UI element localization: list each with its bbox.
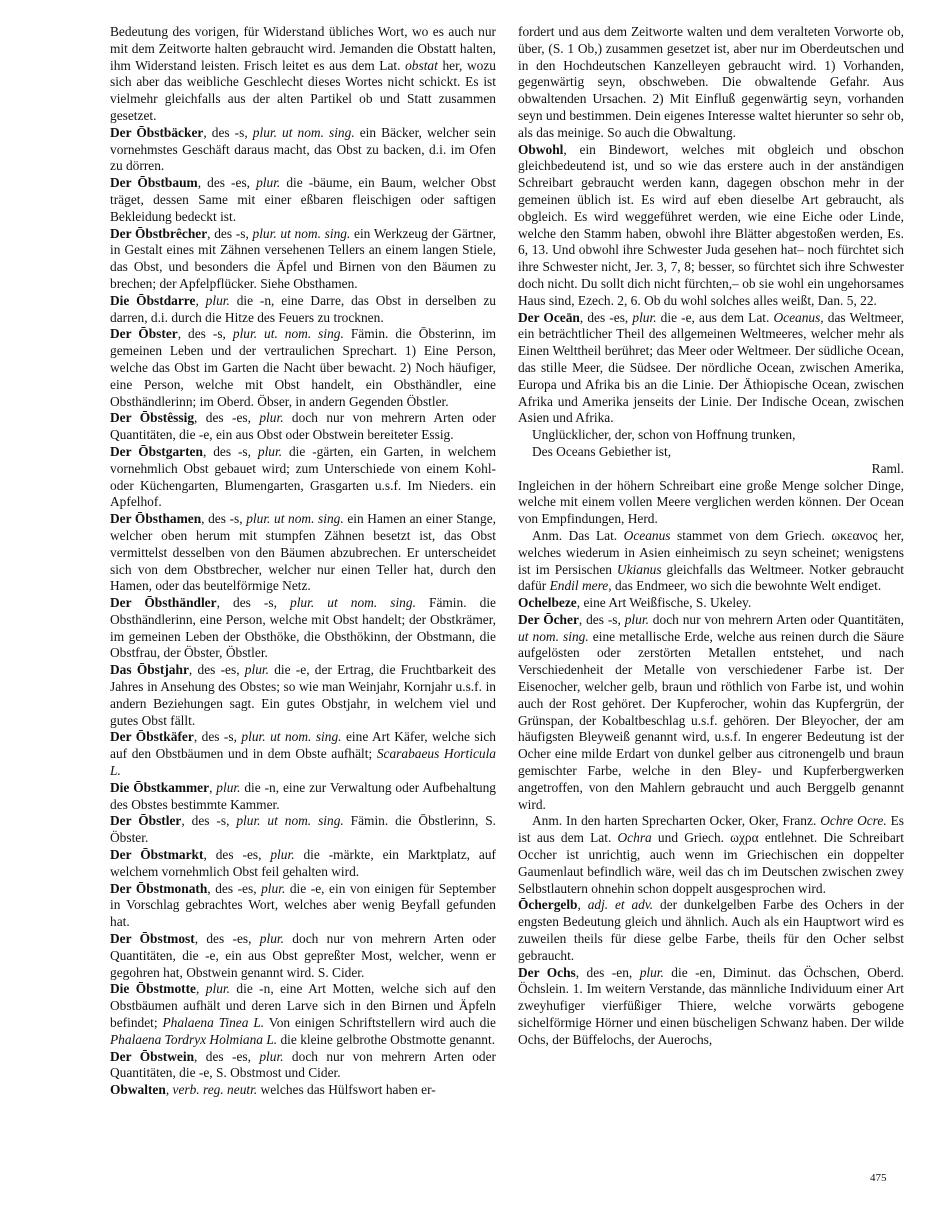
dictionary-entry [110,293,496,327]
dictionary-entry [110,226,496,293]
text-run: die -n, eine Art Motten, welche sich auf den Obstbäumen aufhält und deren Larve sich in den Birnen und Äpfeln befindet; [110,981,496,1031]
dictionary-entry [110,125,496,175]
text-run: eine Art Käfer, welche sich auf den Obstbäumen und in dem Obste aufhält; [110,729,496,762]
dictionary-entry [110,729,496,779]
text-run: die kleine gelbrothe Obstmotte genannt. [277,1031,496,1047]
text-run: die -en, Diminut. das Öchschen, Oberd. Öchslein. 1. Im weitern Verstande, das männliche Individuum einer Art zweyhufiger vierfüßiger Thiere, welche vorwärts gebogene sichelförmige Hörner und einen büscheligen Schwanz haben. Der wilde Ochs, der Büffelochs, der Auerochs, [518,964,905,1047]
italic-text: Ochra [617,830,652,846]
text-run: die -e, der Ertrag, die Fruchtbarkeit des Jahres in Ansehung des Obstes; so wie man Weinjahr, Kornjahr u.s.f. in andern Beziehungen sagt. Ein gutes Obstjahr, in welchem viel und gutes Obst fällt. [110,662,496,728]
text-run: Raml. [871,460,904,476]
dictionary-entry [518,310,904,428]
text-run: her, wozu sich aber das weibliche Geschlecht dieses Wortes nicht schickt. Es ist vielmehr gleichfalls aus der alten Partikel ob und Statt zusammen gesetzet. [110,57,497,123]
headword: Der Ōbstgarten [110,443,203,459]
text-run: die -n, eine Darre, das Obst in derselben zu darren, d.i. durch die Hitze des Feuers zu trocknen. [110,292,496,325]
dictionary-entry [110,662,496,729]
text-run: die -bäume, ein Baum, welcher Obst träget, dessen Same mit einer eßbaren fleischigen oder saftigen Bekleidung bedeckt ist. [110,175,496,224]
italic-text: ut nom. sing. [518,628,589,644]
text-run: , des -es, [194,1048,260,1064]
text-run: , [195,292,206,308]
italic-text: plur. [259,1048,284,1064]
headword: Der Ōbstmarkt [110,847,204,863]
italic-text: Oceanus, [773,309,824,325]
headword: Der Ōbsthamen [110,511,202,527]
headword: Der Ōbstmost [110,931,195,947]
text-run: Des Oceans Gebiether ist, [532,443,672,459]
text-run: Bedeutung des vorigen, für Widerstand übliches Wort, wo es auch nur mit dem Zeitworte halten gebraucht wird. Jemanden die Obstatt halten, ihm Widerstand leisten. Frisch leitet es aus dem Lat. [110,24,496,73]
italic-text: plur. [639,964,664,980]
headword: Der Ochs [518,964,576,980]
text-run: Anm. In den harten Sprecharten Ocker, Oker, Franz. [532,813,821,829]
dictionary-entry [110,981,496,1048]
text-run: die -n, eine zur Verwaltung oder Aufbehaltung des Obstes bestimmte Kammer. [110,779,496,812]
italic-text: adj. et adv. [587,897,654,913]
italic-text: plur. ut nom. sing. [246,511,344,527]
italic-text: plur. [244,662,269,678]
headword: Der Ōbstbäcker [110,124,204,140]
text-run: , [577,897,588,913]
headword: Obwohl [518,141,564,157]
verse-attribution [518,461,904,478]
italic-text: Scarabaeus Horticula L. [110,746,497,779]
italic-text: plur. [261,880,286,896]
text-run: , [165,1082,173,1098]
dictionary-entry [518,142,904,310]
text-run: die -e, aus dem Lat. [656,309,774,325]
italic-text: plur. ut nom. sing. [236,813,344,829]
text-run: , des -es, [207,880,262,896]
headword: Der Ōbstbaum [110,175,198,191]
headword: Die Ōbstmotte [110,981,197,997]
remark-paragraph [518,528,904,595]
left-column [110,24,496,1099]
remark-paragraph [518,813,904,897]
italic-text: plur. [270,847,295,863]
text-run: und Griech. ωχρα entlehnet. Die Schreibart Occher ist unrichtig, auch wenn im Griechischen ein doppelter Gaumenlaut befindlich wäre, weil das ch im Deutschen zwischen zwey Selbstlautern ohnehin schon doppelt ausgesprochen wird. [518,830,904,896]
italic-text: Phalaena Tinea L. [162,1015,265,1031]
verse-line [518,427,904,444]
text-run: ein Hamen an einer Stange, welcher oben herum mit stumpfen Zähnen besetzt ist, das Obst vermittelst desselben von den Bäumen abzubrechen. Er unterscheidet sich von dem Obstbrecher, welcher nur einen Teller hat, durch den Hamen, oder das beutelförmige Netz. [110,511,496,594]
italic-text: plur. ut nom. sing. [290,595,416,611]
italic-text: plur. [205,981,230,997]
dictionary-entry [110,175,496,225]
headword: Der Ōcher [518,611,579,627]
italic-text: plur. [205,292,230,308]
dictionary-entry [110,410,496,444]
italic-text: plur. ut nom. sing. [241,729,342,745]
text-run: , des -s, [181,813,237,829]
dictionary-entry [110,813,496,847]
headword: Die Ōbstdarre [110,292,196,308]
text-run: , des -s, [201,511,247,527]
headword: Der Ōbstbrêcher [110,225,208,241]
dictionary-entry [110,595,496,662]
dictionary-entry [110,780,496,814]
italic-text: plur. [257,443,283,459]
dictionary-entry [110,1049,496,1083]
text-run: Fämin. die Obsthändlerinn, eine Person, welche mit Obst handelt; der Obstkrämer, im gemeinen Leben der Obsthöke, die Obsthökinn, der Obstmann, die Obstfrau, der Öbster, Öbstler. [110,595,496,661]
text-run: , des -s, [203,124,253,140]
dictionary-entry [110,1082,496,1099]
text-run: , des -es, [203,847,271,863]
headword: Die Ōbstkammer [110,779,210,795]
dictionary-entry [110,847,496,881]
text-run: das Endmeer, wo sich die bewohnte Welt endiget. [611,578,882,594]
text-run: , des -es, [194,931,260,947]
text-run: eine metallische Erde, welche aus reinen durch die Säure aufgelösten oder zerstörten Metallen entstehet, und nach Verschiedenheit der Metalle von verschiedener Farbe ist. Der Eisenocher, welcher gelb, braun und röthlich von Farbe ist, und wohin auch der Rost gehöret. Der Kupferocher, wohin das Kupfergrün, der Grünspan, der Kobaltbeschlag u.s.f. gehören. Der Bleyocher, der am häufigsten Bleyweiß genannt wird, u.s.f. In engerer Bedeutung ist der Ocher eine milde Erdart von dunkel gelber aus citronengelb und braun gemischter Farbe, welche in den Bley- und Kupferbergwerken angetroffen, von den Mahlern gebraucht und auch Berggelb genannt wird. [518,628,904,812]
text-run: ein Werkzeug der Gärtner, in Gestalt eines mit Zähnen versehenen Tellers an einem langen Stiele, das Obst, und besonders die Äpfel und Birnen von den Bäumen zu brechen; der Apfelpflücker. Siehe Obsthamen. [110,225,496,291]
text-run: fordert und aus dem Zeitworte walten und dem veralteten Vorworte ob, über, (S. 1 Ob,) zusammen gesetzet ist, aber nur im Oberdeutschen und in den Hochdeutschen Kanzelleyen gebraucht wird. 1) Vorhanden, gegenwärtig seyn, obschweben. Die obwaltende Gefahr. Aus obwaltenden Ursachen. 2) Mit Einfluß gegenwärtig seyn, vorhanden seyn und bestimmen. Dein eigenes Interesse waltet hierunter so sehr ob, als das meinige. So auch die Obwaltung. [518,24,904,140]
text-run: die -märkte, ein Marktplatz, auf welchem vornehmlich Obst feil gehalten wird. [110,847,496,879]
text-run: , ein Bindewort, welches mit obgleich und obschon gleichbedeutend ist, und so wie das erstere auch in der anständigen Schreibart gebraucht werden kann, dagegen obschon mehr in der gemeinen üblich ist. Es wird auf eben dieselbe Art gebraucht, als obgleich. Es wird weggeführet werden, wie eine Eiche oder Linde, welche den Stamm haben, obwohl ihre Blätter abgestoßen werden, Es. 6, 13. Und obwohl ihre Schwester Juda gesehen hat– noch fürchtet sich ihre Schwester nicht, Jer. 3, 7, 8; besser, so fürchtet sich ihre Schwester doch nicht. Du sollt dich nicht fürchten,– ob sie wohl ein ungehorsames Haus sind, Ezech. 2, 6. Ob du wohl solches alles weißt, Dan. 5, 22. [518,141,904,308]
continued-text [518,24,904,142]
italic-text: plur. [632,309,657,325]
text-run: Anm. Das Lat. [532,527,624,543]
text-run: , eine Art Weißfische, S. Ukeley. [576,595,752,611]
headword: Ochelbeze [518,595,577,611]
italic-text: Oceanus [623,527,671,543]
italic-text: verb. reg. neutr. [172,1082,258,1098]
text-run: die -gärten, ein Garten, in welchem vornehmlich Obst gebauet wird; zum Unterschiede von einem Kohl- oder Küchengarten, Blumengarten, Grasgarten u.s.f. Im Nieders. ein Apfelhof. [110,443,496,510]
headword: Das Ōbstjahr [110,662,189,678]
text-run: doch nur von mehrern Arten oder Quantitäten, die -e, ein aus Obst gepreßter Most, welcher, wenn er gegohren hat, Obstwein genannt wird. S. Cider. [110,931,496,980]
text-run: doch nur von mehrern Arten oder Quantitäten, die -e, ein aus Obst oder Obstwein bereiteter Essig. [110,410,496,443]
italic-text: plur. [259,931,284,947]
text-run: , des -es, [188,662,245,678]
text-run: stammet von dem Griech. ωκεανος her, welches wiederum in Asien einheimisch zu seyn scheinet; wenigstens ist im Persischen [518,527,904,577]
italic-text: plur. [624,611,649,627]
continued-text [518,478,904,528]
italic-text: Ochre Ocre. [820,813,887,829]
text-run: doch nur von mehrern Arten oder Quantitäten, die -e, S. Obstmost und Cider. [110,1048,496,1081]
text-run: , des -s, [207,225,253,241]
continued-text [110,24,496,125]
dictionary-entry [110,444,496,511]
text-run: Es ist aus dem Lat. [518,813,904,846]
dictionary-entry [110,511,496,595]
verse-line [518,444,904,461]
headword: Der Ōbstwein [110,1048,195,1064]
text-run: , des -s, [216,595,291,611]
italic-text: Endil mere, [549,578,612,594]
text-run: , des -es, [579,309,633,325]
text-run: welches das Hülfswort haben er- [257,1082,436,1098]
dictionary-entry [518,595,904,612]
dictionary-entry [518,897,904,964]
text-run: , des -s, [193,729,242,745]
dictionary-entry [110,326,496,410]
text-run: , [209,779,217,795]
italic-text: plur. [256,175,281,191]
text-run: , des -s, [177,326,233,342]
italic-text: plur. ut nom. sing. [252,225,351,241]
text-run: , des -es, [194,410,260,426]
text-run: , des -s, [578,611,625,627]
headword: Der Ōbstêssig [110,410,195,426]
page-number: 475 [870,1172,887,1184]
text-run: der dunkelgelben Farbe des Ochers in der engsten Bedeutung gleich und ähnlich. Auch als ein Hauptwort wird es zuweilen theils für diese gelbe Farbe, theils für den Ocher selbst gebraucht. [518,897,904,963]
italic-text: Phalaena Tordryx Holmiana L. [110,1031,278,1047]
headword: Ōchergelb [518,897,578,913]
text-run: das Weltmeer, ein beträchtlicher Theil des allgemeinen Weltmeeres, welcher mehr als Einen Welttheil berühret; das Meer oder Weltmeer. Der südliche Ocean, das stille Meer, die Südsee. Der nördliche Ocean, zwischen Amerika, Europa und Afrika bis an die Linie. Der Äthiopische Ocean, zwischen Afrika und Amerika jenseits der Linie. Der Indische Ocean, zwischen Asien und Afrika. [518,309,905,426]
text-run: , des -en, [575,964,640,980]
headword: Der Ōbster [110,326,178,342]
text-run: , des -es, [197,175,257,191]
text-run: gleichfalls das Weltmeer. Notker gebraucht dafür [518,561,904,594]
headword: Der Ōbstler [110,813,182,829]
dictionary-entry [110,931,496,981]
headword: Der Ōbsthändler [110,595,217,611]
italic-text: plur. ut. nom. sing. [232,326,344,342]
dictionary-entry [518,612,904,814]
text-run: , des -s, [202,443,258,459]
text-run: Unglücklicher, der, schon von Hoffnung trunken, [532,427,796,443]
headword: Der Ōbstkäfer [110,729,194,745]
headword: Der Oceān [518,309,580,325]
text-run: Fämin. die Ōbsterinn, im gemeinen Leben und der vertraulichen Sprechart. 1) Eine Person, welche das Obst im Garten die Nacht über bewacht. 2) Noch häufiger, eine Person, welche mit Obst handelt, ein Obsthändler, eine Obsthändlerinn; im Oberd. Öbser, in andern Gegenden Öbstler. [110,326,496,409]
italic-text: obstat [405,57,438,73]
italic-text: plur. [216,779,241,795]
dictionary-entry [110,881,496,931]
dictionary-entry [518,965,904,1049]
text-run: ein Bäcker, welcher sein vornehmstes Geschäft daraus macht, das Obst zu backen, d.i. im Ofen zu dörren. [110,124,496,174]
text-run: Fämin. die Ōbstlerinn, S. Öbster. [110,813,496,846]
text-run: Ingleichen in der höhern Schreibart eine große Menge solcher Dinge, welche mit einem vollen Meere verglichen werden können. Der Ocean von Empfindungen, Herd. [518,477,904,527]
headword: Obwalten [110,1082,166,1098]
headword: Der Ōbstmonath [110,880,208,896]
text-run: Von einigen Schriftstellern wird auch die [264,1015,496,1031]
text-run: , [196,981,206,997]
italic-text: plur. ut nom. sing. [252,124,355,140]
italic-text: plur. [259,410,284,426]
right-column [518,24,904,1049]
text-run: die -e, ein von einigen für September in Vorschlag gebrachtes Wort, welches aber wenig Beyfall gefunden hat. [110,880,496,930]
text-run: doch nur von mehrern Arten oder Quantitäten, [648,611,904,627]
italic-text: Ukianus [616,561,662,577]
